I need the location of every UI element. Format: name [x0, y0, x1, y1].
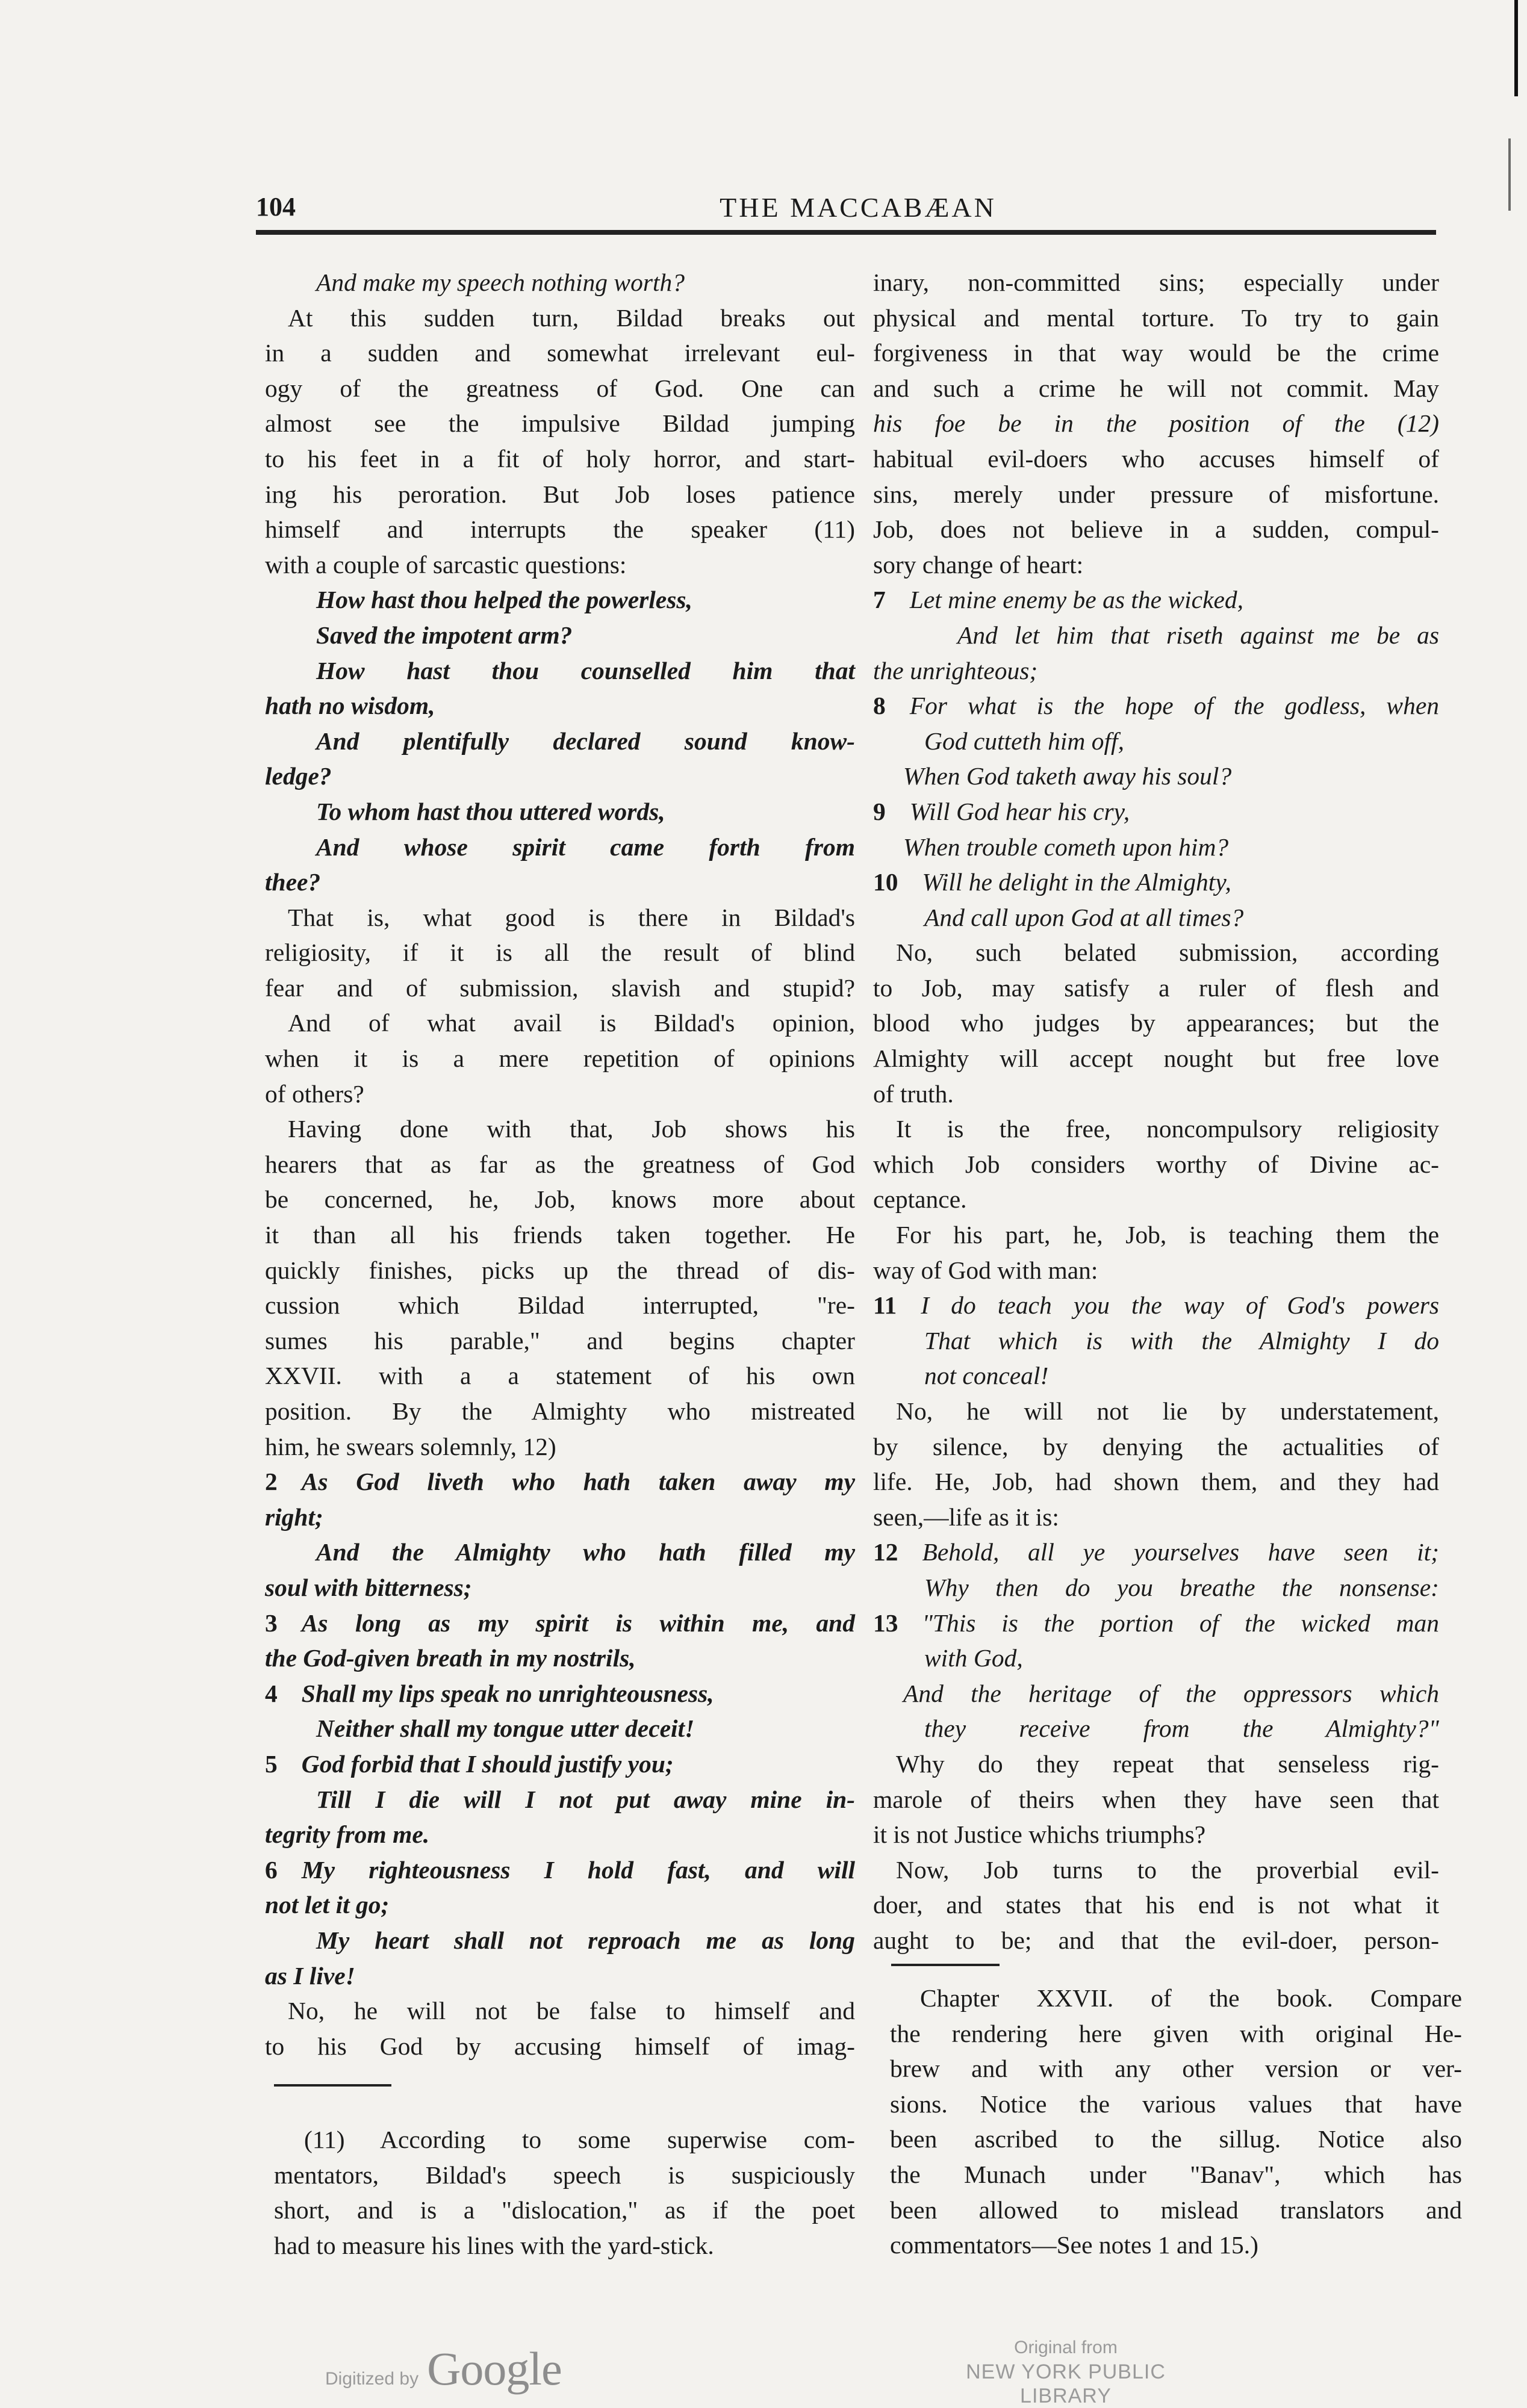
- line-text: As long as my spirit is within me, and: [301, 1609, 855, 1637]
- verse-number: 11: [873, 1291, 897, 1320]
- footnote-line: been allowed to mislead translators and: [890, 2195, 1462, 2224]
- line-text: No, he will not lie by understatement,: [896, 1397, 1439, 1425]
- line-text: And plentifully declared sound know-: [316, 727, 855, 755]
- line-text: To whom hast thou uttered words,: [316, 797, 665, 825]
- text-line: [265, 900, 855, 936]
- footnote-line: brew and with any other version or ver-: [890, 2055, 1462, 2083]
- line-text: tegrity from me.: [265, 1820, 430, 1849]
- text-line: [265, 1005, 855, 1041]
- line-text: Will he delight in the Almighty,: [922, 868, 1231, 896]
- text-line: [873, 653, 1439, 689]
- line-text: habitual evil-doers who accuses himself of: [873, 444, 1439, 473]
- text-line: [265, 477, 855, 512]
- line-text: the unrighteous;: [873, 656, 1038, 684]
- text-line: [265, 970, 855, 1006]
- line-text: soul with bitterness;: [265, 1573, 472, 1601]
- text-line: [873, 512, 1439, 547]
- text-line: [873, 1041, 1439, 1076]
- text-line: [265, 864, 855, 900]
- text-line: [265, 1182, 855, 1217]
- line-text: Behold, all ye yourselves have seen it;: [922, 1538, 1439, 1566]
- line-text: It is the free, noncompulsory religiosity: [896, 1115, 1439, 1143]
- text-line: [265, 1429, 855, 1465]
- line-text: with a couple of sarcastic questions:: [265, 550, 627, 579]
- text-line: [265, 759, 855, 794]
- line-text: That is, what good is there in Bildad's: [288, 903, 855, 931]
- text-line: [265, 335, 855, 371]
- footnote-line: sions. Notice the various values that have: [890, 2090, 1462, 2118]
- text-line: [265, 1887, 855, 1923]
- text-line: [873, 1923, 1439, 1958]
- line-text: Having done with that, Job shows his: [288, 1115, 855, 1143]
- text-line: [265, 1147, 855, 1182]
- footnote-line: commentators—See notes 1 and 15.): [890, 2231, 1258, 2259]
- verse-line: [265, 1746, 855, 1782]
- text-line: [873, 1076, 1439, 1112]
- line-text: him, he swears solemnly, 12): [265, 1432, 556, 1460]
- line-text: And the Almighty who hath filled my: [316, 1538, 855, 1566]
- page-number: 104: [256, 192, 296, 222]
- text-line: [265, 830, 855, 865]
- line-text: inary, non-committed sins; especially under: [873, 268, 1439, 296]
- line-text: when it is a mere repetition of opinions: [265, 1044, 855, 1073]
- verse-line: [873, 1288, 1439, 1323]
- line-text: quickly finishes, picks up the thread of dis-: [265, 1256, 855, 1284]
- line-text: thee?: [265, 868, 321, 896]
- text-line: [873, 830, 1439, 865]
- text-line: [265, 1323, 855, 1359]
- line-text: the God-given breath in my nostrils,: [265, 1644, 636, 1672]
- line-text: Why then do you breathe the nonsense:: [924, 1573, 1439, 1601]
- line-text: My righteousness I hold fast, and will: [301, 1855, 855, 1884]
- text-line: [265, 935, 855, 970]
- line-text: As God liveth who hath taken away my: [301, 1468, 855, 1496]
- line-text: not let it go;: [265, 1891, 390, 1919]
- footnote-line: (11) According to some superwise com-: [304, 2126, 855, 2153]
- text-line: [873, 1323, 1439, 1359]
- line-text: religiosity, if it is all the result of blind: [265, 939, 855, 967]
- text-line: [265, 794, 855, 830]
- line-text: ceptance.: [873, 1185, 967, 1214]
- verse-line: [873, 794, 1439, 830]
- verse-number: 12: [873, 1538, 898, 1566]
- line-text: Saved the impotent arm?: [316, 621, 573, 649]
- line-text: of others?: [265, 1079, 364, 1108]
- text-line: [873, 759, 1439, 794]
- line-text: And make my speech nothing worth?: [316, 268, 685, 296]
- line-text: Shall my lips speak no unrighteousness,: [301, 1679, 714, 1707]
- footnote-line: been ascribed to the sillug. Notice also: [890, 2125, 1462, 2153]
- text-line: [265, 1993, 855, 2029]
- text-line: [265, 1782, 855, 1817]
- text-line: [265, 2029, 855, 2064]
- line-text: hearers that as far as the greatness of God: [265, 1150, 855, 1178]
- line-text: sins, merely under pressure of misfortune.: [873, 480, 1439, 508]
- line-text: And call upon God at all times?: [924, 903, 1244, 931]
- line-text: hath no wisdom,: [265, 692, 435, 720]
- digitized-by-google: [325, 2342, 562, 2395]
- text-line: [873, 406, 1439, 441]
- text-line: [873, 1429, 1439, 1465]
- text-line: [873, 1217, 1439, 1253]
- line-text: marole of theirs when they have seen that: [873, 1785, 1439, 1813]
- verse-line: [873, 1534, 1439, 1570]
- text-line: [873, 1500, 1439, 1535]
- line-text: I do teach you the way of God's powers: [921, 1291, 1439, 1320]
- line-text: My heart shall not reproach me as long: [316, 1926, 855, 1954]
- line-text: they receive from the Almighty?": [924, 1714, 1439, 1743]
- text-line: [265, 1640, 855, 1676]
- text-line: [265, 582, 855, 618]
- text-line: [873, 970, 1439, 1006]
- line-text: XXVII. with a a statement of his own: [265, 1362, 855, 1390]
- line-text: to his feet in a fit of holy horror, and start-: [265, 444, 855, 473]
- right-column: [873, 265, 1439, 1958]
- line-text: And whose spirit came forth from: [316, 833, 855, 861]
- text-line: [265, 547, 855, 583]
- verse-number: 6: [265, 1855, 278, 1884]
- line-text: Almighty will accept nought but free love: [873, 1044, 1439, 1073]
- text-line: [265, 1500, 855, 1535]
- line-text: be concerned, he, Job, knows more about: [265, 1185, 855, 1214]
- text-line: [265, 1394, 855, 1429]
- text-line: [265, 688, 855, 724]
- verse-number: 2: [265, 1468, 278, 1496]
- page-edge-mark: [1508, 138, 1511, 211]
- footnote-left: [274, 2122, 855, 2263]
- text-line: [265, 1253, 855, 1288]
- line-text: it than all his friends taken together. He: [265, 1221, 855, 1249]
- line-text: and such a crime he will not commit. May: [873, 374, 1439, 402]
- verse-line: [265, 1852, 855, 1888]
- text-line: [265, 1711, 855, 1746]
- text-line: [873, 1887, 1439, 1923]
- line-text: Let mine enemy be as the wicked,: [909, 586, 1244, 614]
- line-text: forgiveness in that way would be the crime: [873, 339, 1439, 367]
- text-line: [265, 371, 855, 406]
- text-line: [873, 1111, 1439, 1147]
- running-title: THE MACCABÆAN: [720, 192, 997, 223]
- verse-line: [265, 1676, 855, 1711]
- verse-line: [873, 1606, 1439, 1641]
- text-line: [265, 512, 855, 547]
- text-line: [873, 441, 1439, 477]
- line-text: No, such belated submission, according: [896, 939, 1439, 967]
- text-line: [265, 1923, 855, 1958]
- line-text: blood who judges by appearances; but the: [873, 1009, 1439, 1037]
- original-from-library: [927, 2336, 1204, 2408]
- line-text: in a sudden and somewhat irrelevant eul-: [265, 339, 855, 367]
- text-line: [873, 335, 1439, 371]
- line-text: not conceal!: [924, 1362, 1049, 1390]
- line-text: as I live!: [265, 1961, 355, 1990]
- line-text: Job, does not believe in a sudden, compul-: [873, 515, 1439, 544]
- text-line: [265, 406, 855, 441]
- text-line: [873, 1852, 1439, 1888]
- line-text: That which is with the Almighty I do: [924, 1326, 1439, 1354]
- verse-line: [873, 688, 1439, 724]
- line-text: How hast thou counselled him that: [316, 656, 855, 684]
- line-text: At this sudden turn, Bildad breaks out: [288, 303, 855, 332]
- text-line: [873, 265, 1439, 300]
- text-line: [873, 1394, 1439, 1429]
- text-line: [873, 1464, 1439, 1500]
- footnote-line: the Munach under "Banav", which has: [890, 2160, 1462, 2188]
- line-text: of truth.: [873, 1079, 954, 1108]
- line-text: ledge?: [265, 762, 332, 790]
- text-line: [265, 1534, 855, 1570]
- line-text: Will God hear his cry,: [909, 797, 1130, 825]
- line-text: almost see the impulsive Bildad jumping: [265, 409, 855, 438]
- line-text: aught to be; and that the evil-doer, person-: [873, 1926, 1439, 1954]
- text-line: [265, 1111, 855, 1147]
- line-text: by silence, by denying the actualities of: [873, 1432, 1439, 1460]
- verse-line: [873, 864, 1439, 900]
- text-line: [265, 441, 855, 477]
- verse-number: 5: [265, 1749, 278, 1778]
- text-line: [265, 724, 855, 759]
- text-line: [873, 1640, 1439, 1676]
- text-line: [265, 265, 855, 300]
- text-line: [265, 653, 855, 689]
- text-line: [873, 477, 1439, 512]
- text-line: [265, 1217, 855, 1253]
- text-line: [873, 1005, 1439, 1041]
- text-line: [873, 547, 1439, 583]
- line-text: When God taketh away his soul?: [903, 762, 1232, 790]
- line-text: to Job, may satisfy a ruler of flesh and: [873, 973, 1439, 1002]
- line-text: life. He, Job, had shown them, and they had: [873, 1468, 1439, 1496]
- line-text: physical and mental torture. To try to gain: [873, 303, 1439, 332]
- text-line: [873, 1147, 1439, 1182]
- line-text: God cutteth him off,: [924, 727, 1124, 755]
- text-line: [873, 1817, 1439, 1852]
- text-line: [873, 1676, 1439, 1711]
- line-text: Why do they repeat that senseless rig-: [896, 1749, 1439, 1778]
- text-line: [873, 1253, 1439, 1288]
- verse-line: [265, 1606, 855, 1641]
- line-text: And of what avail is Bildad's opinion,: [288, 1009, 855, 1037]
- text-line: [873, 1570, 1439, 1606]
- text-line: [265, 618, 855, 653]
- line-text: How hast thou helped the powerless,: [316, 586, 692, 614]
- text-line: [873, 935, 1439, 970]
- text-line: [265, 1570, 855, 1606]
- line-text: himself and interrupts the speaker (11): [265, 515, 855, 544]
- verse-number: 3: [265, 1609, 278, 1637]
- verse-line: [873, 582, 1439, 618]
- footnote-right: [890, 1981, 1462, 2263]
- line-text: And the heritage of the oppressors which: [903, 1679, 1439, 1707]
- line-text: For what is the hope of the godless, when: [909, 692, 1439, 720]
- line-text: For his part, he, Job, is teaching them the: [896, 1221, 1439, 1249]
- text-line: [873, 1711, 1439, 1746]
- line-text: And let him that riseth against me be as: [957, 621, 1439, 649]
- text-line: [873, 300, 1439, 336]
- footnote-line: short, and is a "dislocation," as if the poet: [274, 2196, 855, 2224]
- footnote-line: Chapter XXVII. of the book. Compare: [920, 1984, 1462, 2012]
- verse-number: 8: [873, 692, 886, 720]
- footnote-rule-left: [274, 2084, 391, 2087]
- text-line: [265, 1358, 855, 1394]
- header-rule: [256, 230, 1436, 235]
- line-text: God forbid that I should justify you;: [301, 1749, 674, 1778]
- line-text: "This is the portion of the wicked man: [922, 1609, 1439, 1637]
- line-text: sumes his parable," and begins chapter: [265, 1326, 855, 1354]
- text-line: [265, 1817, 855, 1852]
- line-text: fear and of submission, slavish and stupid?: [265, 973, 855, 1002]
- verse-number: 7: [873, 586, 886, 614]
- verse-line: [265, 1464, 855, 1500]
- page-edge-mark: [1514, 0, 1518, 96]
- text-line: [873, 900, 1439, 936]
- text-line: [873, 371, 1439, 406]
- line-text: No, he will not be false to himself and: [288, 1997, 855, 2025]
- text-line: [265, 300, 855, 336]
- line-text: ogy of the greatness of God. One can: [265, 374, 855, 402]
- line-text: position. By the Almighty who mistreated: [265, 1397, 855, 1425]
- text-line: [873, 1782, 1439, 1817]
- page-header: [256, 191, 1436, 228]
- line-text: Till I die will I not put away mine in-: [316, 1785, 855, 1813]
- footnote-rule-right: [891, 1964, 1000, 1966]
- line-text: seen,—life as it is:: [873, 1503, 1059, 1531]
- footnote-line: had to measure his lines with the yard-stick.: [274, 2231, 714, 2259]
- footnote-line: mentators, Bildad's speech is suspiciously: [274, 2161, 855, 2189]
- text-line: [265, 1041, 855, 1076]
- line-text: sory change of heart:: [873, 550, 1084, 579]
- line-text: Now, Job turns to the proverbial evil-: [896, 1855, 1439, 1884]
- text-line: [873, 1746, 1439, 1782]
- verse-number: 4: [265, 1679, 278, 1707]
- verse-number: 13: [873, 1609, 898, 1637]
- footnote-line: the rendering here given with original He-: [890, 2019, 1462, 2047]
- original-from-label: Original from: [1014, 2338, 1118, 2357]
- line-text: his foe be in the position of the (12): [873, 409, 1439, 438]
- line-text: right;: [265, 1503, 323, 1531]
- line-text: ing his peroration. But Job loses patience: [265, 480, 855, 508]
- text-line: [265, 1076, 855, 1112]
- verse-number: 10: [873, 868, 898, 896]
- google-logo: Google: [427, 2342, 562, 2395]
- text-line: [873, 1182, 1439, 1217]
- text-line: [265, 1958, 855, 1994]
- line-text: which Job considers worthy of Divine ac-: [873, 1150, 1439, 1178]
- left-column: [265, 265, 855, 2064]
- text-line: [873, 724, 1439, 759]
- line-text: it is not Justice whichs triumphs?: [873, 1820, 1206, 1849]
- line-text: doer, and states that his end is not what it: [873, 1891, 1439, 1919]
- line-text: cussion which Bildad interrupted, "re-: [265, 1291, 855, 1320]
- line-text: way of God with man:: [873, 1256, 1098, 1284]
- digitized-by-label: Digitized by: [325, 2369, 419, 2389]
- line-text: When trouble cometh upon him?: [903, 833, 1229, 861]
- line-text: with God,: [924, 1644, 1023, 1672]
- verse-number: 9: [873, 797, 886, 825]
- library-name: NEW YORK PUBLIC LIBRARY: [966, 2360, 1166, 2407]
- line-text: Neither shall my tongue utter deceit!: [316, 1714, 695, 1743]
- line-text: to his God by accusing himself of imag-: [265, 2032, 855, 2060]
- text-line: [873, 1358, 1439, 1394]
- text-line: [873, 618, 1439, 653]
- text-line: [265, 1288, 855, 1323]
